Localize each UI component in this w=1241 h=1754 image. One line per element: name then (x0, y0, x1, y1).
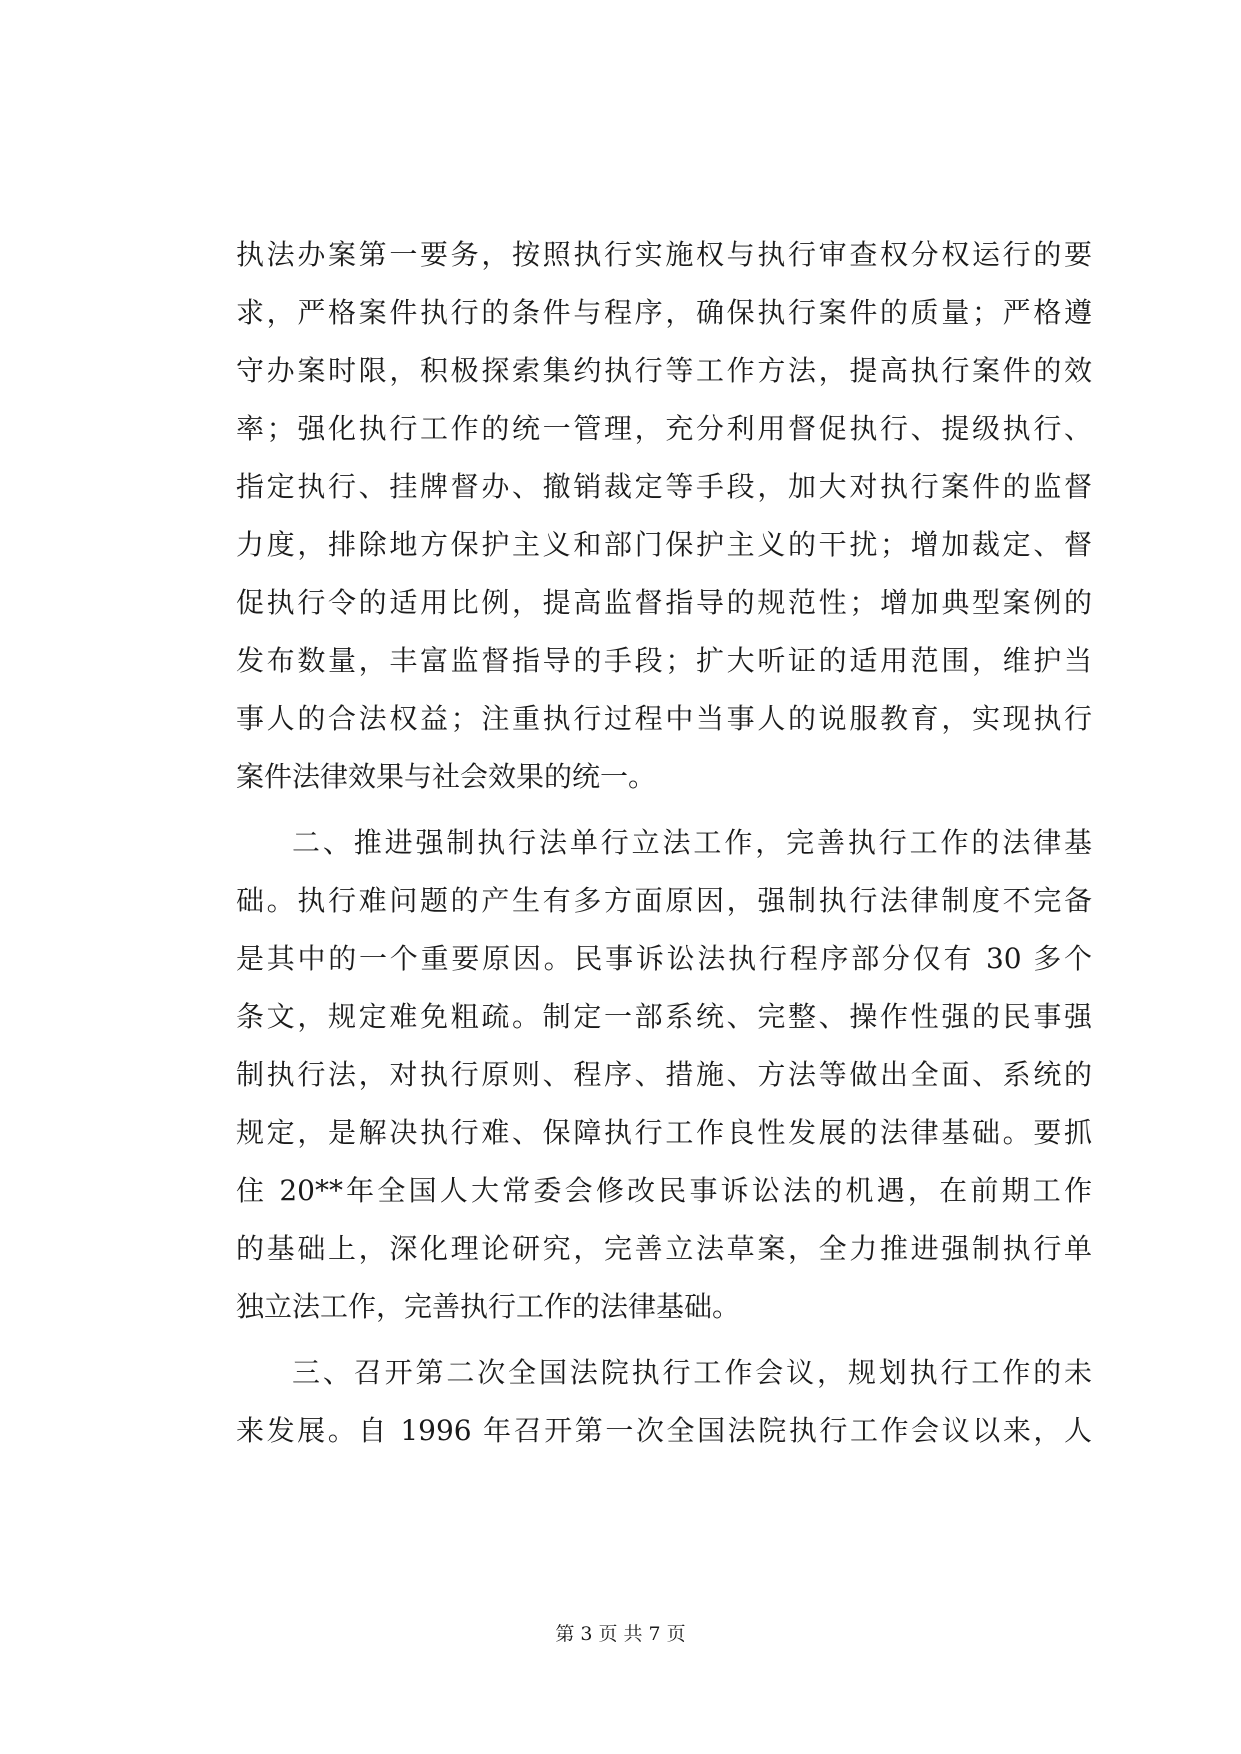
text-line: 指定执行、挂牌督办、撤销裁定等手段，加大对执行案件的监督 (236, 470, 1092, 503)
text-line: 三、召开第二次全国法院执行工作会议，规划执行工作的未 (292, 1356, 1092, 1389)
document-body (236, 226, 1092, 1460)
text-line: 是其中的一个重要原因。民事诉讼法执行程序部分仅有 30 多个 (236, 942, 1092, 975)
text-line: 执法办案第一要务，按照执行实施权与执行审查权分权运行的要 (236, 238, 1092, 271)
text-line: 条文，规定难免粗疏。制定一部系统、完整、操作性强的民事强 (236, 1000, 1092, 1033)
text-line: 住 20**年全国人大常委会修改民事诉讼法的机遇，在前期工作 (236, 1174, 1092, 1207)
page-number-label: 第 3 页 共 7 页 (555, 1623, 686, 1645)
page-footer (0, 1622, 1241, 1646)
text-line: 求，严格案件执行的条件与程序，确保执行案件的质量；严格遵 (236, 296, 1092, 329)
text-line: 规定，是解决执行难、保障执行工作良性发展的法律基础。要抓 (236, 1116, 1092, 1149)
paragraph-spacer (236, 1336, 1092, 1344)
paragraph-1 (236, 226, 1092, 806)
text-line: 力度，排除地方保护主义和部门保护主义的干扰；增加裁定、督 (236, 528, 1092, 561)
text-line: 事人的合法权益；注重执行过程中当事人的说服教育，实现执行 (236, 702, 1092, 735)
paragraph-2 (236, 814, 1092, 1336)
text-line: 础。执行难问题的产生有多方面原因，强制执行法律制度不完备 (236, 884, 1092, 917)
text-line: 发布数量，丰富监督指导的手段；扩大听证的适用范围，维护当 (236, 644, 1092, 677)
text-line: 制执行法，对执行原则、程序、措施、方法等做出全面、系统的 (236, 1058, 1092, 1091)
text-line: 案件法律效果与社会效果的统一。 (236, 760, 657, 793)
text-line: 促执行令的适用比例，提高监督指导的规范性；增加典型案例的 (236, 586, 1092, 619)
text-line: 独立法工作，完善执行工作的法律基础。 (236, 1290, 741, 1323)
text-line: 的基础上，深化理论研究，完善立法草案，全力推进强制执行单 (236, 1232, 1092, 1265)
text-line: 二、推进强制执行法单行立法工作，完善执行工作的法律基 (292, 826, 1092, 859)
text-line: 率；强化执行工作的统一管理，充分利用督促执行、提级执行、 (236, 412, 1092, 445)
text-line: 来发展。自 1996 年召开第一次全国法院执行工作会议以来，人 (236, 1414, 1092, 1447)
paragraph-3 (236, 1344, 1092, 1460)
text-line: 守办案时限，积极探索集约执行等工作方法，提高执行案件的效 (236, 354, 1092, 387)
paragraph-spacer (236, 806, 1092, 814)
